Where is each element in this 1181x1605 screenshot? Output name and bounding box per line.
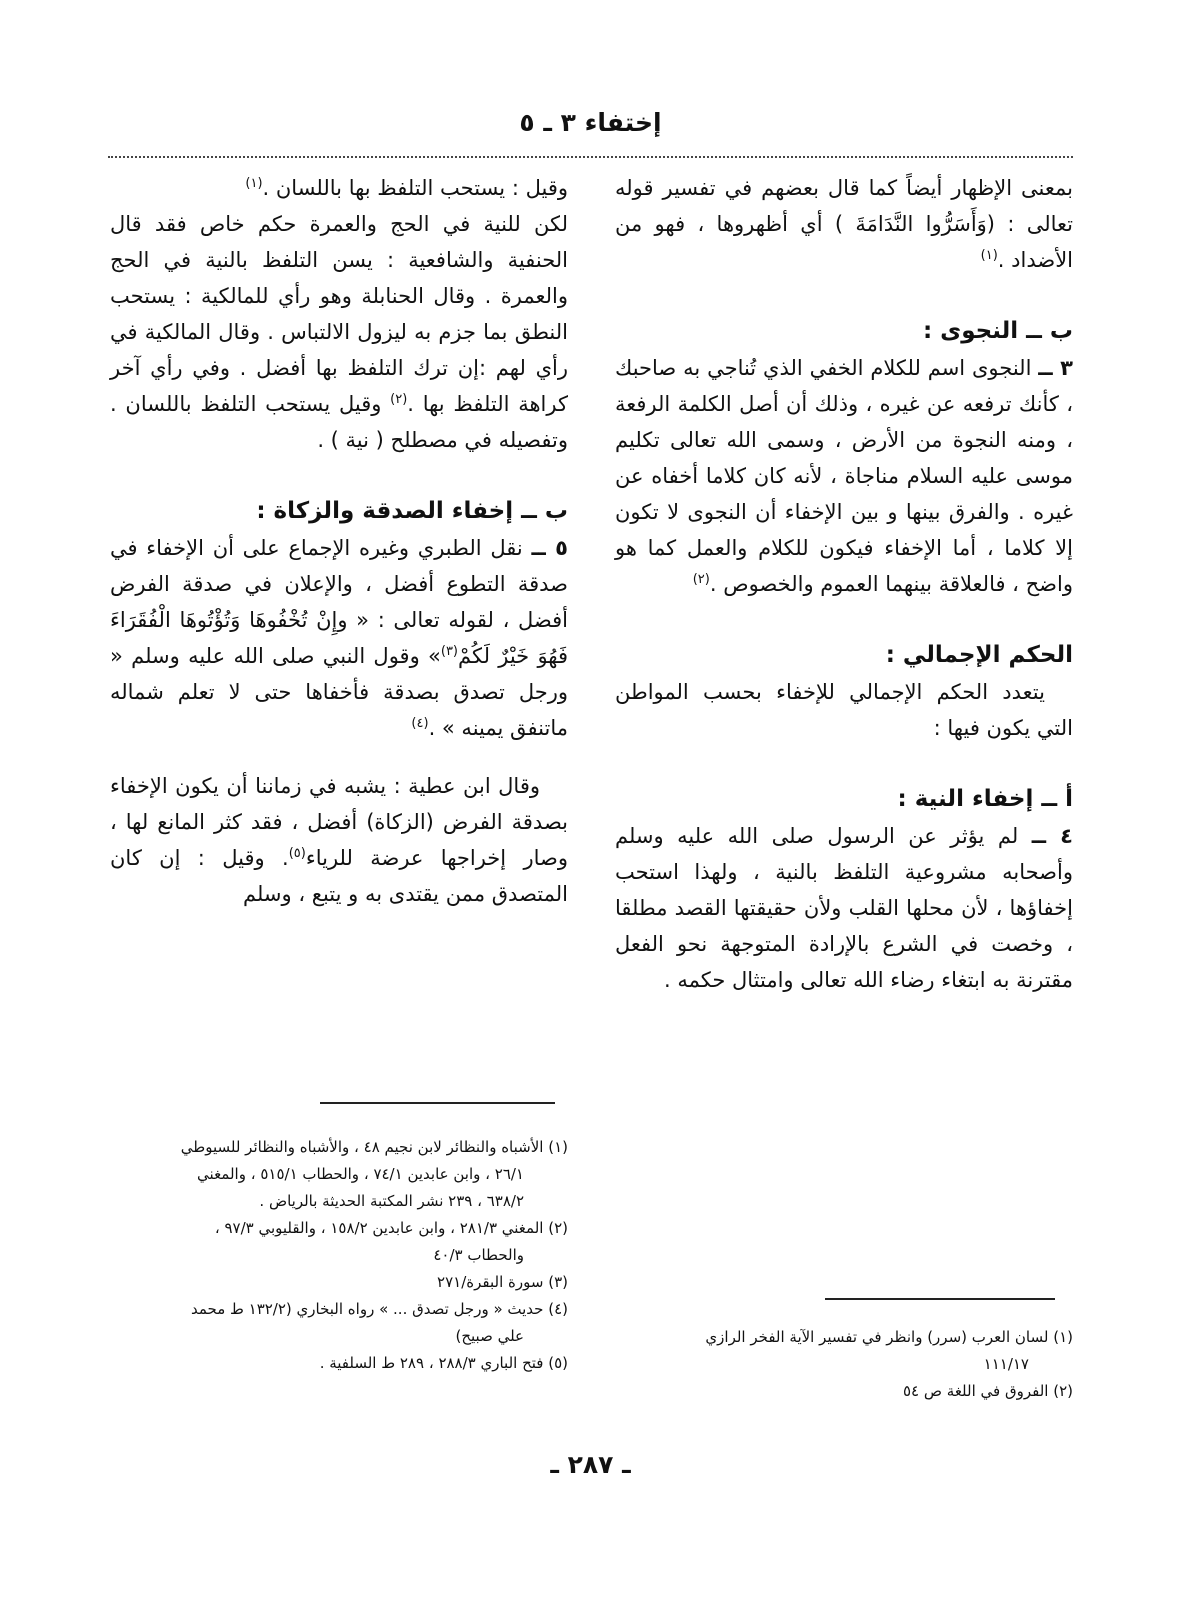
section-heading-najwa: ب ــ النجوى : <box>922 318 1073 344</box>
footnote-ref[interactable]: (٥) <box>288 846 306 861</box>
paragraph-a <box>110 170 568 206</box>
footnote-ref[interactable]: (١) <box>980 248 998 263</box>
paragraph-5 <box>110 530 568 746</box>
page-number: ـ ٢٨٧ ـ <box>550 1450 631 1479</box>
footnote-line: (٣) سورة البقرة/٢٧١ <box>437 1273 568 1291</box>
footnote-line: (٢) المغني ٢٨١/٣ ، وابن عابدين ١٥٨/٢ ، والقليوبي ٩٧/٣ ، <box>214 1219 568 1237</box>
footnote <box>615 1324 1073 1378</box>
paragraph-text: لم يؤثر عن الرسول صلى الله عليه وسلم وأصحابه مشروعية التلفظ بالنية ، ولهذا استحب إخفاؤها ، لأن محلها القلب ولأن حقيقتها القصد مطلقا ، وخصت في الشرع بالإرادة المتوجهة نحو الفعل مقترنة به ابتغاء رضاء الله تعالى وامتثال حكمه . <box>615 824 1073 992</box>
intro-text: بمعنى الإظهار أيضاً كما قال بعضهم في تفسير قوله تعالى : (وَأَسَرُّوا النَّدَامَةَ ) أي أظهروها ، فهو من الأضداد . <box>615 176 1073 272</box>
paragraph-6 <box>110 768 568 912</box>
footnotes-right <box>615 1324 1073 1405</box>
footnote <box>110 1134 568 1215</box>
footnote-divider <box>825 1298 1055 1300</box>
footnote-ref[interactable]: (٣) <box>440 644 458 659</box>
footnote-line: (٢) الفروق في اللغة ص ٥٤ <box>902 1382 1073 1400</box>
paragraph-4 <box>615 818 1073 998</box>
footnote-line: والحطاب ٤٠/٣ <box>433 1246 524 1264</box>
page-header: إختفاء ٣ ـ ٥ <box>519 108 662 137</box>
paragraph-number: ٥ ــ <box>531 536 568 560</box>
paragraph-text: وقال ابن عطية : يشبه في زماننا أن يكون الإخفاء بصدقة الفرض (الزكاة) أفضل ، فقد كثر المانع لها ، وصار إخراجها عرضة للرياء <box>110 774 568 870</box>
footnote <box>110 1269 568 1296</box>
paragraph-text: لكن للنية في الحج والعمرة حكم خاص فقد قال الحنفية والشافعية : يسن التلفظ بالنية في الحج والعمرة . وقال الحنابلة وهو رأي للمالكية : يستحب النطق بما جزم به ليزول الالتباس . وقال المالكية في رأي لهم :إن ترك التلفظ بها أفضل . وفي رأي آخر كراهة التلفظ بها . <box>110 212 568 416</box>
footnote <box>110 1215 568 1269</box>
footnote-line: (٤) حديث « ورجل تصدق ... » رواه البخاري (١٣٢/٢ ط محمد <box>190 1300 568 1318</box>
footnote-line: ١١١/١٧ <box>983 1355 1029 1373</box>
footnote-ref[interactable]: (٤) <box>411 716 429 731</box>
footnote-line: (١) الأشباه والنظائر لابن نجيم ٤٨ ، والأشباه والنظائر للسيوطي <box>180 1138 568 1156</box>
footnote <box>110 1296 568 1350</box>
intro-paragraph <box>615 170 1073 278</box>
footnote-line: (١) لسان العرب (سرر) وانظر في تفسير الآية الفخر الرازي <box>705 1328 1073 1346</box>
paragraph-number: ٤ ــ <box>1031 824 1073 848</box>
footnote-line: (٥) فتح الباري ٢٨٨/٣ ، ٢٨٩ ط السلفية . <box>319 1354 568 1372</box>
right-column <box>615 170 1073 998</box>
ruling-paragraph: يتعدد الحكم الإجمالي للإخفاء بحسب المواطن التي يكون فيها : <box>615 680 1073 740</box>
footnote <box>615 1378 1073 1405</box>
footnote-line: ٢٦/١ ، وابن عابدين ٧٤/١ ، والحطاب ٥١٥/١ ، والمغني <box>197 1165 524 1183</box>
footnote-ref[interactable]: (١) <box>245 176 263 191</box>
paragraph-text: نقل الطبري وغيره الإجماع على أن الإخفاء في صدقة التطوع أفضل ، والإعلان في صدقة الفرض أفضل ، لقوله تعالى : « وإِنْ تُخْفُوهَا وَتُؤْتُوهَا الْفُقَرَاءَ فَهُوَ خَيْرٌ لَكُمْ <box>110 536 569 668</box>
footnote <box>110 1350 568 1377</box>
footnote-divider <box>320 1102 555 1104</box>
footnote-ref[interactable]: (٢) <box>692 572 710 587</box>
paragraph-text: النجوى اسم للكلام الخفي الذي تُناجي به صاحبك ، كأنك ترفعه عن غيره ، وذلك أن أصل الكلمة الرفعة ، ومنه النجوة من الأرض ، وسمى الله تعالى تكليم موسى عليه السلام مناجاة ، لأنه كان كلاما أخفاه عن غيره . والفرق بينها و بين الإخفاء أن النجوى لا تكون إلا كلاما ، أما الإخفاء فيكون للكلام والعمل كما هو واضح ، فالعلاقة بينهما العموم والخصوص . <box>615 356 1073 596</box>
paragraph-text: » وقول النبي صلى الله عليه وسلم « ورجل تصدق بصدقة فأخفاها حتى لا تعلم شماله ماتنفق يمينه » . <box>110 644 568 740</box>
footnote-ref[interactable]: (٢) <box>390 392 408 407</box>
paragraph-text: وقيل : يستحب التلفظ بها باللسان . <box>262 176 568 200</box>
left-column <box>110 170 568 912</box>
header-divider <box>108 156 1073 158</box>
section-heading-ruling: الحكم الإجمالي : <box>885 642 1073 668</box>
footnotes-left <box>110 1134 568 1377</box>
paragraph-text: . وقيل : إن كان المتصدق ممن يقتدى به و يتبع ، وسلم <box>110 846 568 906</box>
paragraph-number: ٣ ــ <box>1038 356 1073 380</box>
paragraph-text: وقيل يستحب التلفظ باللسان . وتفصيله في مصطلح ( نية ) . <box>110 392 568 452</box>
footnote-line: ٦٣٨/٢ ، ٢٣٩ نشر المكتبة الحديثة بالرياض . <box>259 1192 524 1210</box>
paragraph-b <box>110 206 568 458</box>
paragraph-3 <box>615 350 1073 602</box>
section-heading-niyyah: أ ــ إخفاء النية : <box>897 786 1073 812</box>
section-heading-sadaqah: ب ــ إخفاء الصدقة والزكاة : <box>256 498 568 524</box>
footnote-line: علي صبيح) <box>455 1327 524 1345</box>
